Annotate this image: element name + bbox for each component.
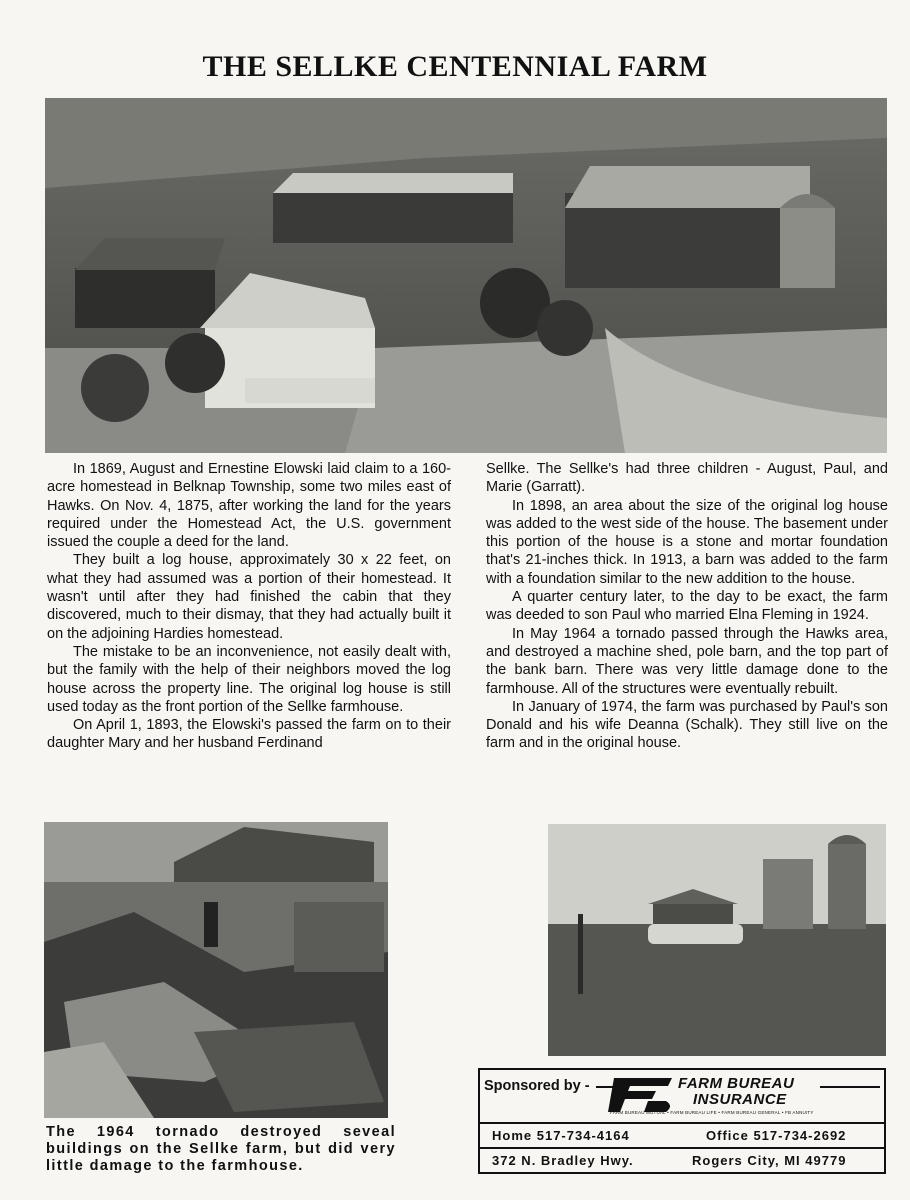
home-phone: Home 517-734-4164 (492, 1128, 630, 1143)
city-address: Rogers City, MI 49779 (692, 1153, 847, 1168)
divider (820, 1086, 880, 1088)
damaged-barn-photo (548, 824, 886, 1056)
article-paragraph: Sellke. The Sellke's had three children - August, Paul, and Marie (Garratt). (486, 461, 888, 496)
article-column-right (486, 460, 888, 753)
sponsor-label: Sponsored by - (484, 1078, 590, 1094)
article-paragraph: A quarter century later, to the day to be exact, the farm was deeded to son Paul who married Elna Fleming in 1924. (486, 589, 888, 624)
article-paragraph: On April 1, 1893, the Elowski's passed the farm on to their daughter Mary and her husband Ferdinand (47, 717, 451, 752)
farm-aerial-photo (45, 98, 887, 453)
brand-name-line2: INSURANCE (693, 1091, 787, 1108)
article-title: THE SELLKE CENTENNIAL FARM (202, 50, 708, 83)
street-address: 372 N. Bradley Hwy. (492, 1153, 634, 1168)
brand-name-line1: FARM BUREAU (678, 1075, 795, 1092)
sponsor-address-row (480, 1147, 884, 1174)
article-paragraph: They built a log house, approximately 30 x 22 feet, on what they had assumed was a portion of their homestead. It wasn't until after they had finished the cabin that they discovered, much to their dismay, that they had actually built it on the adjoining Hardies homestead. (47, 552, 451, 642)
office-phone: Office 517-734-2692 (706, 1128, 847, 1143)
farm-bureau-logo-icon (608, 1076, 674, 1114)
photo-caption: The 1964 tornado destroyed seveal buildings on the Sellke farm, but did very little damage to the farmhouse. (46, 1124, 396, 1174)
article-paragraph: In 1898, an area about the size of the original log house was added to the west side of the house. The basement under this portion of the house is a stone and mortar foundation that's 21-inches thick. In 1913, a barn was added to the farm with a foundation similar to the new addition to the house. (486, 497, 888, 587)
sponsor-header (480, 1070, 884, 1122)
sponsor-phone-row (480, 1122, 884, 1149)
sponsor-box (478, 1068, 886, 1174)
article-paragraph: In 1869, August and Ernestine Elowski laid claim to a 160-acre homestead in Belknap Township, some two miles east of Hawks. On Nov. 4, 1875, after working the land for the years required under the Homestead Act, the U.S. government issued the couple a deed for the land. (47, 461, 451, 551)
brand-subtitle: FARM BUREAU MUTUAL • FARM BUREAU LIFE • FARM BUREAU GENERAL • FB ANNUITY (610, 1110, 814, 1115)
article-paragraph: The mistake to be an inconvenience, not easily dealt with, but the family with the help of their neighbors moved the log house across the property line. The original log house is still used today as the front portion of the Sellke farmhouse. (47, 643, 451, 715)
tornado-wreckage-photo (44, 822, 388, 1118)
article-column-left (47, 460, 451, 753)
article-paragraph: In January of 1974, the farm was purchased by Paul's son Donald and his wife Deanna (Schalk). They still live on the farm and in the original house. (486, 698, 888, 752)
article-paragraph: In May 1964 a tornado passed through the Hawks area, and destroyed a machine shed, pole barn, and the top part of the bank barn. There was very little damage done to the farmhouse. All of the structures were eventually rebuilt. (486, 625, 888, 697)
